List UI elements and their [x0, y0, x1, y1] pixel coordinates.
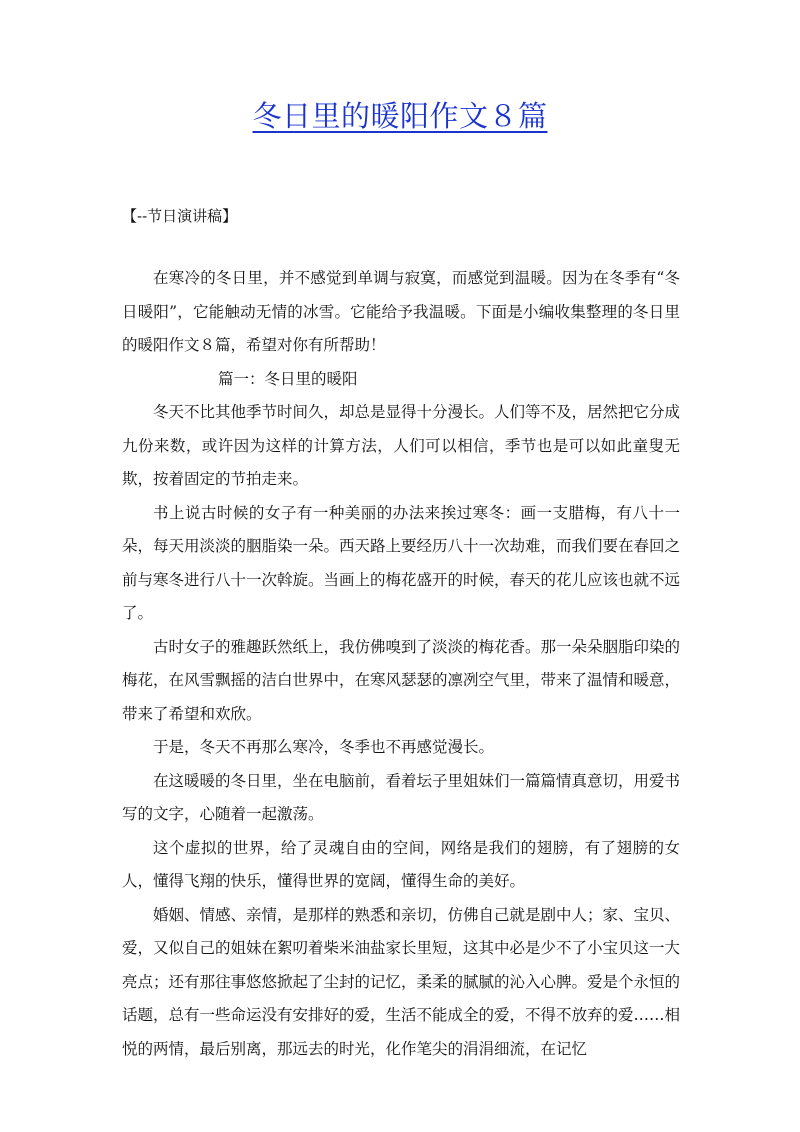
title-link[interactable]: 冬日里的暖阳作文８篇: [252, 99, 548, 133]
section-heading: 篇一：冬日里的暖阳: [218, 369, 358, 388]
paragraph: 在这暖暖的冬日里，坐在电脑前，看着坛子里姐妹们一篇篇情真意切，用爱书写的文字，心随着一起激荡。: [122, 771, 681, 823]
paragraph: 书上说古时候的女子有一种美丽的办法来挨过寒冬：画一支腊梅，有八十一朵，每天用淡淡的胭脂染一朵。西天路上要经历八十一次劫难，而我们要在春回之前与寒冬进行八十一次斡旋。当画上的梅花盛开的时候，春天的花儿应该也就不远了。: [122, 503, 681, 622]
paragraph: 这个虚拟的世界，给了灵魂自由的空间，网络是我们的翅膀，有了翅膀的女人，懂得飞翔的快乐，懂得世界的宽阔，懂得生命的美好。: [122, 838, 680, 890]
category-tag: 【--节日演讲稿】: [122, 207, 238, 225]
paragraph: 于是，冬天不再那么寒冷，冬季也不再感觉漫长。: [153, 738, 495, 756]
paragraph: 婚姻、情感、亲情，是那样的熟悉和亲切，仿佛自己就是剧中人；家、宝贝、爱，又似自己的姐妹在絮叨着柴米油盐家长里短，这其中必是少不了小宝贝这一大亮点；还有那往事悠悠掀起了尘封的记忆，柔柔的腻腻的沁入心脾。爱是个永恒的话题，总有一些命运没有安排好的爱，生活不能成全的爱，不得不放弃的爱……相悦的两情，最后别离，那远去的时光，化作笔尖的涓涓细流，在记忆: [122, 905, 681, 1058]
paragraph: 在寒冷的冬日里，并不感觉到单调与寂寞，而感觉到温暖。因为在冬季有“冬日暖阳”，它能触动无情的冰雪。它能给予我温暖。下面是小编收集整理的冬日里的暖阳作文８篇，希望对你有所帮助！: [122, 269, 680, 354]
article-body: [122, 262, 680, 1066]
paragraph: 冬天不比其他季节时间久，却总是显得十分漫长。人们等不及，居然把它分成九份来数，或许因为这样的计算方法，人们可以相信，季节也是可以如此童叟无欺，按着固定的节拍走来。: [122, 403, 681, 488]
document-title: [0, 96, 800, 136]
paragraph: 古时女子的雅趣跃然纸上，我仿佛嗅到了淡淡的梅花香。那一朵朵胭脂印染的梅花，在风雪飘摇的洁白世界中，在寒风瑟瑟的凛冽空气里，带来了温情和暖意，带来了希望和欢欣。: [122, 637, 681, 723]
